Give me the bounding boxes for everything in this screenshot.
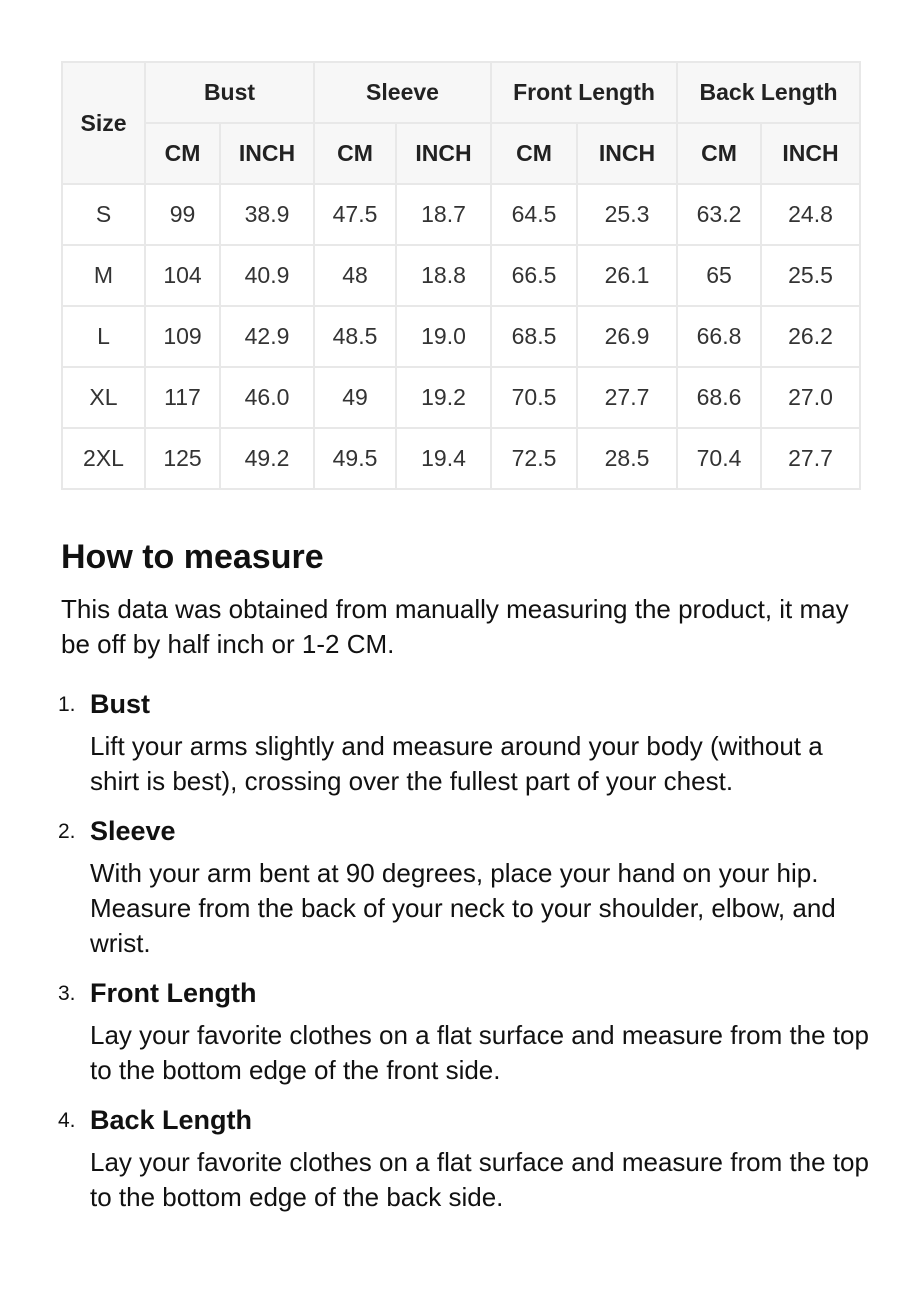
table-row: [62, 428, 860, 489]
table-cell: 63.2: [677, 184, 761, 245]
back-length-group-header: Back Length: [677, 62, 860, 123]
table-row: [62, 184, 860, 245]
table-cell: 72.5: [491, 428, 577, 489]
table-cell: 40.9: [220, 245, 314, 306]
table-cell: 49.5: [314, 428, 396, 489]
list-item: [0, 811, 920, 961]
front-length-group-header: Front Length: [491, 62, 677, 123]
table-cell: 48.5: [314, 306, 396, 367]
table-row: [62, 245, 860, 306]
step-title: Front Length: [90, 978, 257, 1008]
unit-header: INCH: [220, 123, 314, 184]
table-cell: 70.5: [491, 367, 577, 428]
step-title: Bust: [90, 689, 150, 719]
step-description: Lift your arms slightly and measure around your body (without a shirt is best), crossing over the fullest part of your chest.: [90, 731, 823, 796]
how-to-measure-intro: This data was obtained from manually measuring the product, it may be off by half inch or 1-2 CM.: [61, 594, 849, 659]
table-cell: 24.8: [761, 184, 860, 245]
table-cell: 18.8: [396, 245, 491, 306]
table-cell: 19.2: [396, 367, 491, 428]
group-header-row: [62, 62, 860, 123]
table-cell: 26.9: [577, 306, 677, 367]
how-to-measure-title: How to measure: [61, 538, 324, 576]
table-cell: 70.4: [677, 428, 761, 489]
table-cell: 109: [145, 306, 220, 367]
table-cell: 46.0: [220, 367, 314, 428]
unit-header: CM: [314, 123, 396, 184]
table-cell: 66.8: [677, 306, 761, 367]
table-cell: 38.9: [220, 184, 314, 245]
table-cell: 27.7: [761, 428, 860, 489]
unit-header: INCH: [396, 123, 491, 184]
unit-header: CM: [145, 123, 220, 184]
table-cell: 19.4: [396, 428, 491, 489]
table-cell: 66.5: [491, 245, 577, 306]
table-cell: 65: [677, 245, 761, 306]
table-cell: 64.5: [491, 184, 577, 245]
list-item: [0, 684, 920, 799]
table-cell: 125: [145, 428, 220, 489]
size-label: XL: [62, 367, 145, 428]
table-cell: 26.1: [577, 245, 677, 306]
step-description: With your arm bent at 90 degrees, place your hand on your hip. Measure from the back of your neck to your shoulder, elbow, and wrist.: [90, 858, 836, 958]
unit-header: CM: [677, 123, 761, 184]
table-cell: 104: [145, 245, 220, 306]
size-chart-table: [61, 61, 861, 490]
table-row: [62, 306, 860, 367]
step-title: Back Length: [90, 1105, 253, 1135]
step-number: 4.: [58, 1109, 76, 1132]
table-cell: 27.0: [761, 367, 860, 428]
table-cell: 28.5: [577, 428, 677, 489]
table-row: [62, 367, 860, 428]
unit-header: CM: [491, 123, 577, 184]
list-item: [0, 973, 920, 1088]
bust-group-header: Bust: [145, 62, 314, 123]
table-cell: 49.2: [220, 428, 314, 489]
table-cell: 27.7: [577, 367, 677, 428]
table-cell: 25.5: [761, 245, 860, 306]
table-cell: 47.5: [314, 184, 396, 245]
step-number: 3.: [58, 982, 76, 1005]
table-cell: 49: [314, 367, 396, 428]
size-label: S: [62, 184, 145, 245]
size-label: L: [62, 306, 145, 367]
table-cell: 48: [314, 245, 396, 306]
step-number: 2.: [58, 820, 76, 843]
unit-header: INCH: [577, 123, 677, 184]
table-cell: 19.0: [396, 306, 491, 367]
table-cell: 18.7: [396, 184, 491, 245]
measure-steps-list: [0, 684, 920, 1227]
unit-header: INCH: [761, 123, 860, 184]
size-column-header: Size: [62, 62, 145, 184]
table-cell: 26.2: [761, 306, 860, 367]
table-cell: 25.3: [577, 184, 677, 245]
step-title: Sleeve: [90, 816, 176, 846]
size-label: M: [62, 245, 145, 306]
table-cell: 42.9: [220, 306, 314, 367]
step-description: Lay your favorite clothes on a flat surface and measure from the top to the bottom edge of the front side.: [90, 1020, 869, 1085]
table-cell: 117: [145, 367, 220, 428]
step-number: 1.: [58, 693, 76, 716]
table-cell: 68.6: [677, 367, 761, 428]
list-item: [0, 1100, 920, 1215]
step-description: Lay your favorite clothes on a flat surface and measure from the top to the bottom edge of the back side.: [90, 1147, 869, 1212]
table-cell: 99: [145, 184, 220, 245]
size-label: 2XL: [62, 428, 145, 489]
sleeve-group-header: Sleeve: [314, 62, 491, 123]
unit-header-row: [62, 123, 860, 184]
table-cell: 68.5: [491, 306, 577, 367]
